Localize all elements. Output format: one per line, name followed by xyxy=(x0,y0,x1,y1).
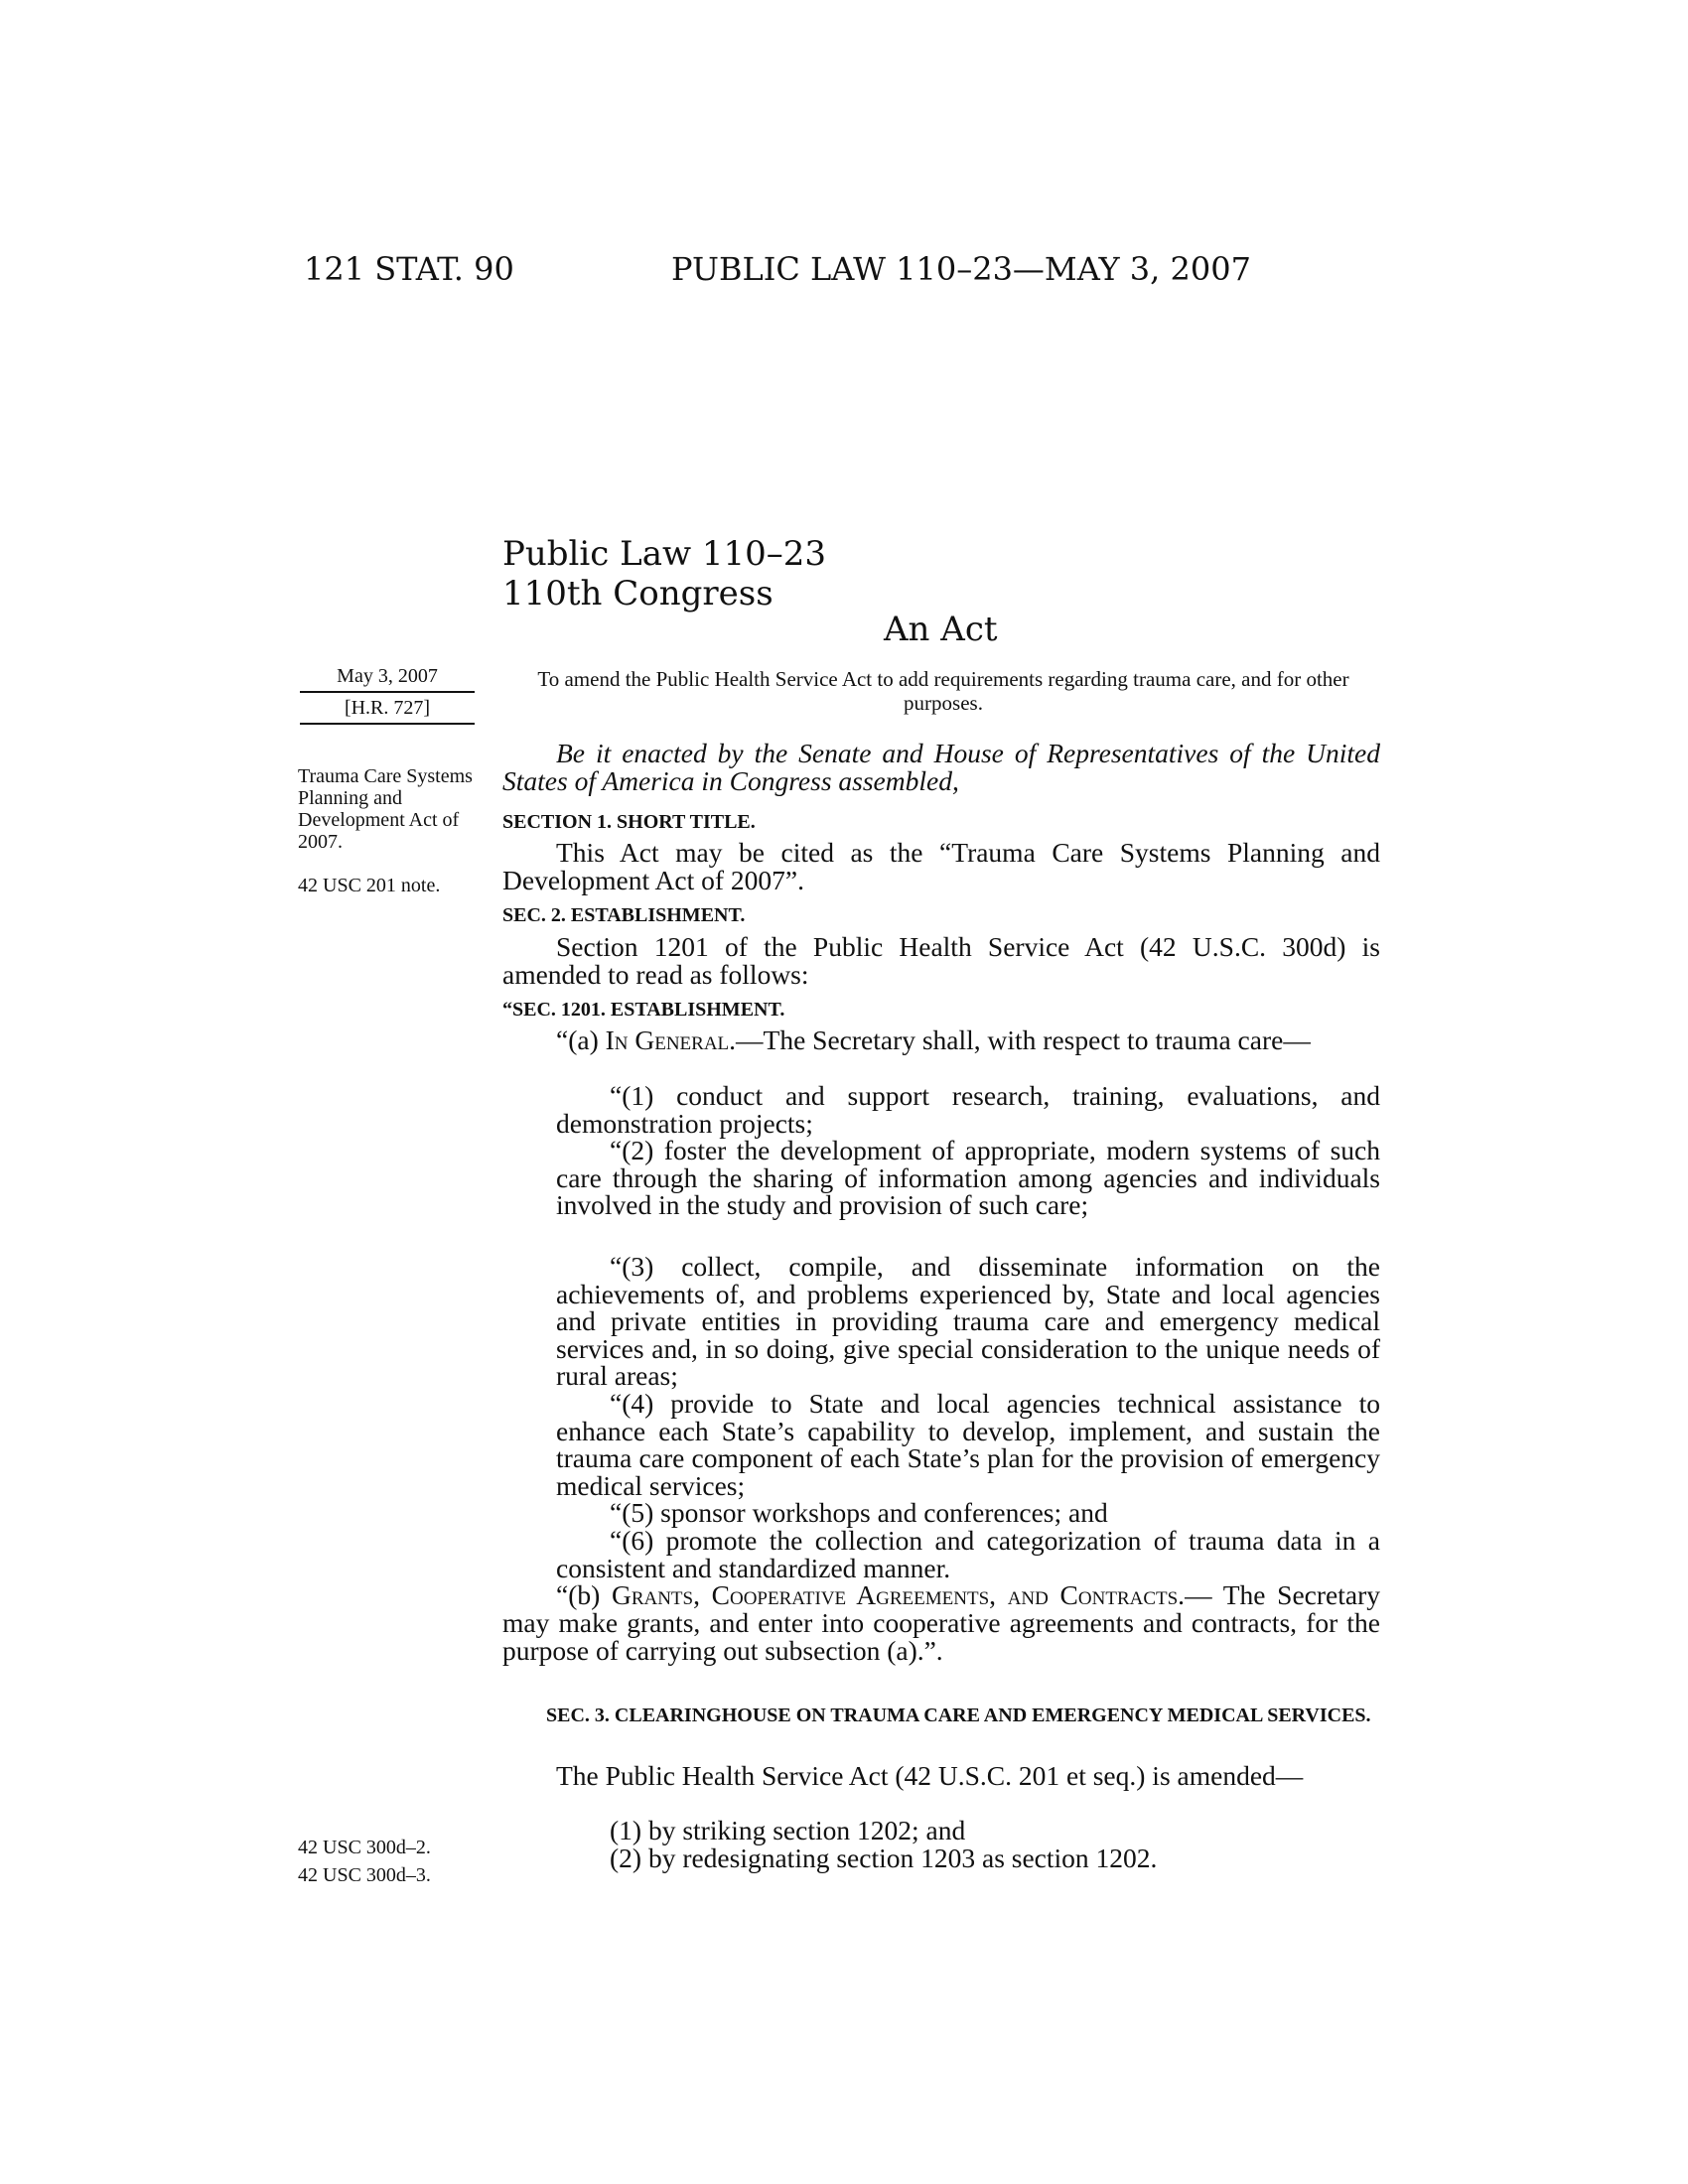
section-1-text: This Act may be cited as the “Trauma Care Systems Planning and Development Act of 2007”. xyxy=(502,837,1380,895)
subsection-b-caption: Grants, Cooperative Agreements, and Contracts. xyxy=(611,1579,1186,1610)
subsection-a-caption: In General. xyxy=(605,1024,737,1055)
section-3-heading: SEC. 3. CLEARINGHOUSE ON TRAUMA CARE AND EMERGENCY MEDICAL SERVICES. xyxy=(546,1705,1371,1726)
section-2-text: Section 1201 of the Public Health Service Act (42 U.S.C. 300d) is amended to read as follows: xyxy=(502,931,1380,990)
section-2-heading: SEC. 2. ESTABLISHMENT. xyxy=(502,904,746,926)
purpose-clause: To amend the Public Health Service Act to add requirements regarding trauma care, and for other purposes. xyxy=(537,667,1349,715)
margin-usc-note: 42 USC 201 note. xyxy=(298,875,441,896)
enacting-clause: Be it enacted by the Senate and House of Representatives of the United States of America in Congress assembled, xyxy=(502,738,1380,796)
margin-usc-300d2: 42 USC 300d–2. xyxy=(298,1837,431,1858)
margin-bill-number: [H.R. 727] xyxy=(300,695,475,725)
subsection-a xyxy=(502,1026,1380,1054)
paragraph-5: “(5) sponsor workshops and conferences; and xyxy=(610,1497,1108,1528)
paragraph-4: “(4) provide to State and local agencies technical assistance to enhance each State’s capability to develop, implement, and sustain the trauma care component of each State’s plan for the provision of emergency medical services; xyxy=(556,1388,1380,1501)
section-3-item-1: (1) by striking section 1202; and xyxy=(610,1815,966,1845)
paragraph-1: “(1) conduct and support research, training, evaluations, and demonstration projects; xyxy=(556,1080,1380,1139)
section-3-item-2: (2) by redesignating section 1203 as section 1202. xyxy=(610,1843,1158,1873)
subsection-b-text: — The Secretary may make grants, and enter into cooperative agreements and contracts, for the purpose of carrying out subsection (a).”. xyxy=(502,1579,1380,1666)
margin-date: May 3, 2007 xyxy=(300,665,475,693)
running-header: PUBLIC LAW 110–23—MAY 3, 2007 xyxy=(671,250,1251,288)
congress: 110th Congress xyxy=(502,574,774,614)
paragraph-3: “(3) collect, compile, and disseminate information on the achievements of, and problems experienced by, State and local agencies and private entities in providing trauma care and emergency medical services and, in so doing, give special consideration to the unique needs of rural areas; xyxy=(556,1251,1380,1392)
act-title: An Act xyxy=(884,610,998,649)
section-1201-heading: “SEC. 1201. ESTABLISHMENT. xyxy=(502,999,785,1021)
subsection-b-prefix: “(b) xyxy=(556,1579,612,1610)
section-3-text: The Public Health Service Act (42 U.S.C. 201 et seq.) is amended— xyxy=(556,1760,1304,1791)
margin-usc-300d3: 42 USC 300d–3. xyxy=(298,1864,431,1886)
subsection-a-text: —The Secretary shall, with respect to trauma care— xyxy=(736,1024,1311,1055)
paragraph-6: “(6) promote the collection and categorization of trauma data in a consistent and standardized manner. xyxy=(556,1525,1380,1583)
subsection-b xyxy=(502,1581,1380,1665)
law-number: Public Law 110–23 xyxy=(502,534,827,574)
margin-short-title: Trauma Care Systems Planning and Development Act of 2007. xyxy=(298,765,473,853)
paragraph-2: “(2) foster the development of appropriate, modern systems of such care through the sharing of information among agencies and individuals involved in the study and provision of such care; xyxy=(556,1135,1380,1221)
subsection-a-prefix: “(a) xyxy=(556,1024,606,1055)
statute-page-number: 121 STAT. 90 xyxy=(304,250,514,288)
section-1-heading: SECTION 1. SHORT TITLE. xyxy=(502,811,756,833)
